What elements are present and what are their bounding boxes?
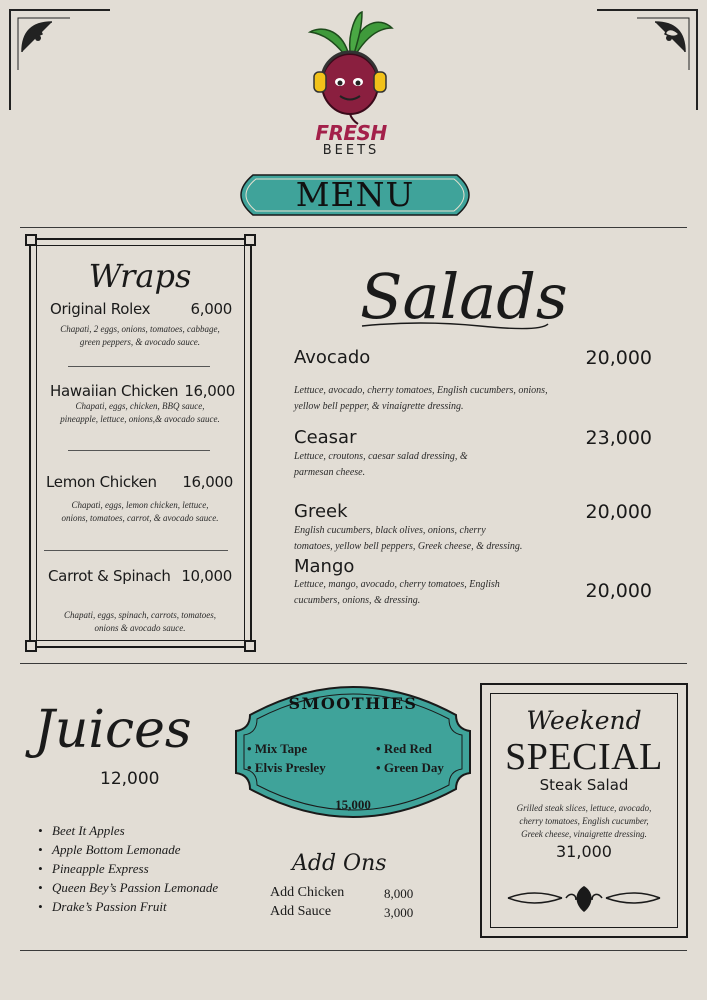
corner-ornament-right <box>595 8 699 112</box>
salad-item-price: 20,000 <box>585 501 652 523</box>
frame-corner <box>25 640 37 652</box>
salad-item-price: 20,000 <box>585 580 652 602</box>
divider-top <box>20 227 687 228</box>
addon-item-price: 8,000 <box>384 886 414 901</box>
wrap-item-desc: Chapati, eggs, chicken, BBQ sauce, <box>75 401 205 411</box>
wrap-separator <box>44 550 228 551</box>
divider-bottom <box>20 950 687 951</box>
salads-heading: Salads <box>360 260 568 333</box>
salad-item-name: Greek <box>294 501 348 522</box>
brand-beets: BEETS <box>322 143 380 158</box>
smoothie-item: • Mix Tape <box>247 741 308 756</box>
special-desc: Greek cheese, vinaigrette dressing. <box>521 829 647 839</box>
salad-item-desc: parmesan cheese. <box>294 467 366 478</box>
smoothie-item: • Green Day <box>376 760 444 775</box>
special-ornament <box>504 882 664 916</box>
wrap-item-price: 16,000 <box>184 382 235 400</box>
wrap-item-desc: Chapati, 2 eggs, onions, tomatoes, cabbage, <box>60 324 220 334</box>
special-item-name: Steak Salad <box>539 776 629 794</box>
wrap-separator <box>68 366 210 367</box>
wrap-item-desc: onions, tomatoes, carrot, & avocado sauce. <box>61 513 219 523</box>
salad-item-price: 20,000 <box>585 347 652 369</box>
special-desc: Grilled steak slices, lettuce, avocado, <box>516 803 652 813</box>
wrap-item-name: Hawaiian Chicken <box>50 382 179 400</box>
salad-item-desc: tomatoes, yellow bell peppers, Greek cheese, & dressing. <box>294 541 523 552</box>
corner-ornament-left <box>8 8 112 112</box>
special-weekend: Weekend <box>526 706 642 735</box>
salad-item-desc: yellow bell pepper, & vinaigrette dressing. <box>294 401 464 412</box>
special-title: SPECIAL <box>505 736 663 778</box>
frame-corner <box>244 640 256 652</box>
frame-corner <box>244 234 256 246</box>
juices-list <box>38 821 218 916</box>
juice-item: • Beet It Apples <box>38 823 125 838</box>
salad-item-name: Avocado <box>294 347 371 368</box>
salad-item-name: Ceasar <box>294 427 357 448</box>
wrap-item-name: Carrot & Spinach <box>48 567 171 585</box>
addon-item-name: Add Chicken <box>270 885 345 900</box>
salad-item-desc: cucumbers, onions, & dressing. <box>294 595 421 606</box>
salad-item-name: Mango <box>294 556 355 577</box>
wrap-item-price: 10,000 <box>181 567 232 585</box>
juice-item: • Apple Bottom Lemonade <box>38 842 181 857</box>
wrap-item-price: 6,000 <box>190 300 232 318</box>
salad-item-price: 23,000 <box>585 427 652 449</box>
salads-flourish <box>360 318 550 332</box>
juice-item: • Pineapple Express <box>38 861 149 876</box>
juice-item: • Drake’s Passion Fruit <box>38 899 167 914</box>
wrap-item-desc: Chapati, eggs, lemon chicken, lettuce, <box>71 500 209 510</box>
beet-mascot-logo <box>300 8 400 128</box>
wrap-item-name: Original Rolex <box>50 300 151 318</box>
smoothie-item: • Elvis Presley <box>247 760 326 775</box>
special-price: 31,000 <box>556 842 612 861</box>
divider-middle <box>20 663 687 664</box>
addon-item-price: 3,000 <box>384 905 414 920</box>
juices-heading: Juices <box>34 700 192 760</box>
special-desc: cherry tomatoes, English cucumber, <box>519 816 649 826</box>
smoothie-item: • Red Red <box>376 741 432 756</box>
wrap-item-name: Lemon Chicken <box>46 473 157 491</box>
wrap-item-desc: green peppers, & avocado sauce. <box>79 337 201 347</box>
smoothies-price: 15,000 <box>335 797 371 812</box>
juice-item: • Queen Bey’s Passion Lemonade <box>38 880 219 895</box>
addons-heading: Add Ons <box>292 851 387 876</box>
wrap-item-desc: Chapati, eggs, spinach, carrots, tomatoes, <box>64 610 216 620</box>
wrap-item-price: 16,000 <box>182 473 233 491</box>
frame-corner <box>25 234 37 246</box>
wrap-item-desc: onions & avocado sauce. <box>94 623 186 633</box>
salad-item-desc: Lettuce, croutons, caesar salad dressing, & <box>294 451 468 462</box>
brand-fresh: FRESH <box>315 121 387 145</box>
wrap-item-desc: pineapple, lettuce, onions,& avocado sauce. <box>60 414 220 424</box>
salad-item-desc: Lettuce, mango, avocado, cherry tomatoes, English <box>294 579 500 590</box>
salad-item-desc: Lettuce, avocado, cherry tomatoes, English cucumbers, onions, <box>294 385 548 396</box>
wraps-heading: Wraps <box>88 257 192 295</box>
juices-price: 12,000 <box>100 769 160 789</box>
smoothies-title: SMOOTHIES <box>288 694 418 713</box>
wrap-separator <box>68 450 210 451</box>
salad-item-desc: English cucumbers, black olives, onions, cherry <box>294 525 486 536</box>
menu-title: MENU <box>295 175 415 214</box>
addon-item-name: Add Sauce <box>270 904 332 919</box>
